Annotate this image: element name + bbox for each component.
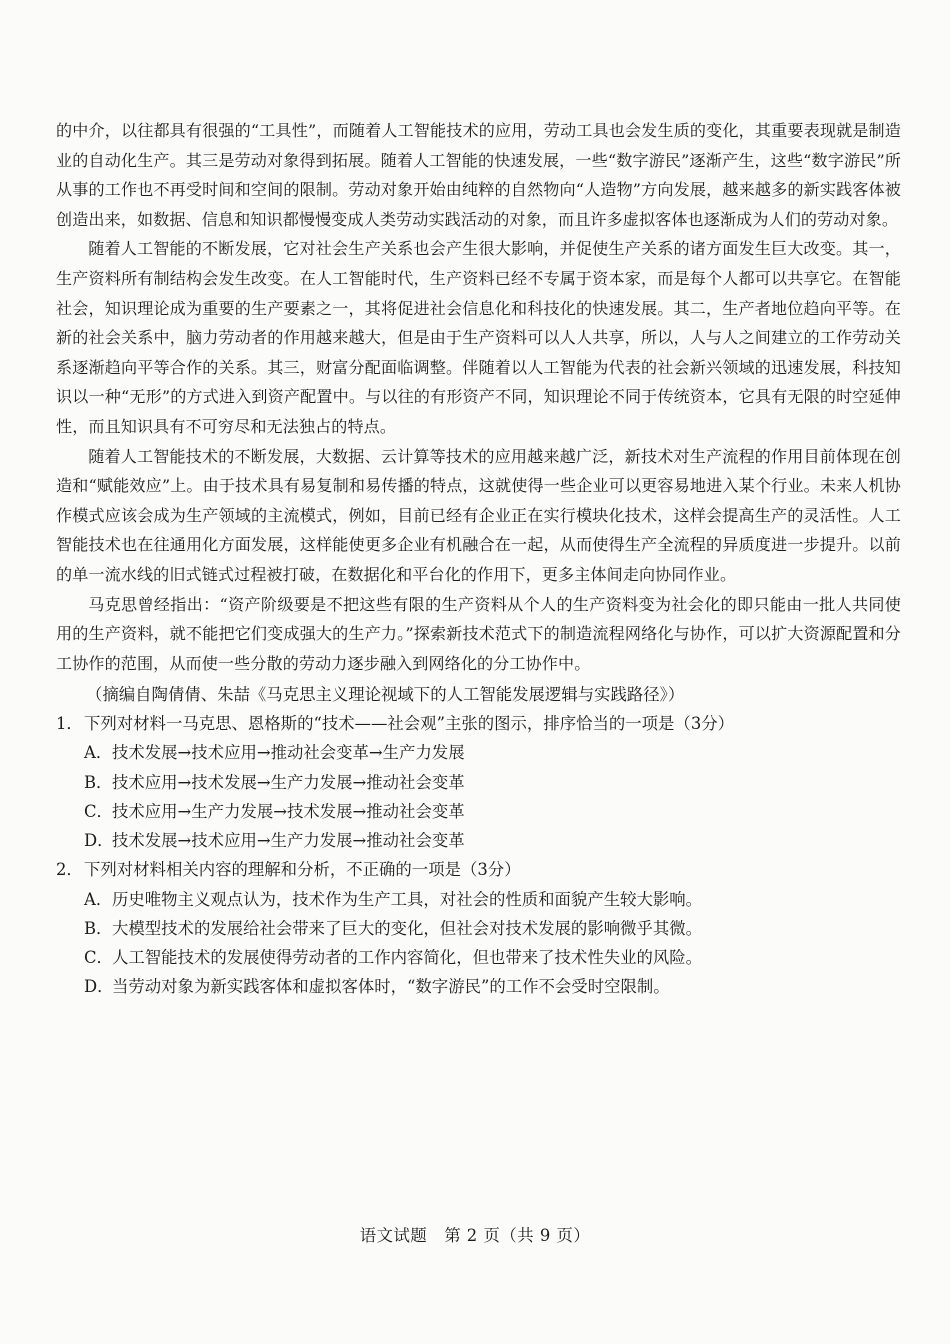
question-2-number: 2． <box>56 860 83 880</box>
passage-paragraph-1: 的中介，以往都具有很强的“工具性”，而随着人工智能技术的应用，劳动工具也会发生质的变化，其重要表现就是制造业的自动化生产。其三是劳动对象得到拓展。随着人工智能的快速发展，一些“数字游民”逐渐产生，这些“数字游民”所从事的工作也不再受时间和空间的限制。劳动对象开始由纯粹的自然物向“人造物”方向发展，越来越多的新实践客体被创造出来，如数据、信息和知识都慢慢变成人类劳动实践活动的对象，而且许多虚拟客体也逐渐成为人们的劳动对象。 <box>56 121 901 229</box>
option-text: 历史唯物主义观点认为，技术作为生产工具，对社会的性质和面貌产生较大影响。 <box>112 889 703 909</box>
option-text: 人工智能技术的发展使得劳动者的工作内容简化，但也带来了技术性失业的风险。 <box>112 947 703 967</box>
question-1-text: 下列对材料一马克思、恩格斯的“技术——社会观”主张的图示，排序恰当的一项是（3分） <box>84 714 735 734</box>
question-2 <box>56 855 901 1001</box>
question-1-option-a <box>56 738 901 767</box>
passage-paragraph-3: 随着人工智能技术的不断发展，大数据、云计算等技术的应用越来越广泛，新技术对生产流程的作用目前体现在创造和“赋能效应”上。由于技术具有易复制和易传播的特点，这就使得一些企业可以更容易地进入某个行业。未来人机协作模式应该会成为生产领域的主流模式，例如，目前已经有企业正在实行模块化技术，这样会提高生产的灵活性。人工智能技术也在往通用化方面发展，这样能使更多企业有机融合在一起，从而使得生产全流程的异质度进一步提升。以前的单一流水线的旧式链式过程被打破，在数据化和平台化的作用下，更多主体间走向协同作业。 <box>56 446 901 584</box>
option-letter: B． <box>84 918 113 938</box>
option-text: 当劳动对象为新实践客体和虚拟客体时，“数字游民”的工作不会受时空限制。 <box>112 977 670 997</box>
option-text: 大模型技术的发展给社会带来了巨大的变化，但社会对技术发展的影响微乎其微。 <box>112 918 703 938</box>
question-2-option-d <box>56 972 901 1001</box>
question-1 <box>56 709 901 855</box>
passage-paragraph-2: 随着人工智能的不断发展，它对社会生产关系也会产生很大影响，并促使生产关系的诸方面发生巨大改变。其一，生产资料所有制结构会发生改变。在人工智能时代，生产资料已经不专属于资本家，而是每个人都可以共享它。在智能社会，知识理论成为重要的生产要素之一，其将促进社会信息化和科技化的快速发展。其二，生产者地位趋向平等。在新的社会关系中，脑力劳动者的作用越来越大，但是由于生产资料可以人人共享，所以，人与人之间建立的工作劳动关系逐渐趋向平等合作的关系。其三，财富分配面临调整。伴随着以人工智能为代表的社会新兴领域的迅速发展，科技知识以一种“无形”的方式进入到资产配置中。与以往的有形资产不同，知识理论不同于传统资本，它具有无限的时空延伸性，而且知识具有不可穷尽和无法独占的特点。 <box>56 239 901 436</box>
option-letter: D． <box>84 831 114 851</box>
question-2-option-b <box>56 914 901 943</box>
option-letter: D． <box>84 977 114 997</box>
option-text: 技术发展→技术应用→生产力发展→推动社会变革 <box>112 831 465 851</box>
question-1-number: 1． <box>56 714 83 734</box>
page-footer: 语文试题 第 2 页（共 9 页） <box>359 1226 591 1245</box>
question-2-option-c <box>56 943 901 972</box>
passage-source-citation: （摘编自陶倩倩、朱喆《马克思主义理论视域下的人工智能发展逻辑与实践路径》） <box>86 685 685 705</box>
option-letter: C． <box>84 801 113 821</box>
option-text: 技术应用→技术发展→生产力发展→推动社会变革 <box>112 772 465 792</box>
option-letter: A． <box>84 743 113 763</box>
option-letter: B． <box>84 772 113 792</box>
option-letter: A． <box>84 889 113 909</box>
reading-passage <box>56 116 901 1001</box>
option-text: 技术应用→生产力发展→技术发展→推动社会变革 <box>112 801 465 821</box>
passage-paragraph-4: 马克思曾经指出：“资产阶级要是不把这些有限的生产资料从个人的生产资料变为社会化的即只能由一批人共同使用的生产资料，就不能把它们变成强大的生产力。”探索新技术范式下的制造流程网络化与协作，可以扩大资源配置和分工协作的范围，从而使一些分散的劳动力逐步融入到网络化的分工协作中。 <box>56 594 901 673</box>
question-1-stem <box>56 709 901 738</box>
option-text: 技术发展→技术应用→推动社会变革→生产力发展 <box>112 743 465 763</box>
question-2-option-a <box>56 885 901 914</box>
question-2-text: 下列对材料相关内容的理解和分析，不正确的一项是（3分） <box>84 860 521 880</box>
question-1-option-c <box>56 797 901 826</box>
question-1-option-b <box>56 768 901 797</box>
question-2-stem <box>56 855 901 884</box>
question-1-option-d <box>56 826 901 855</box>
option-letter: C． <box>84 947 113 967</box>
